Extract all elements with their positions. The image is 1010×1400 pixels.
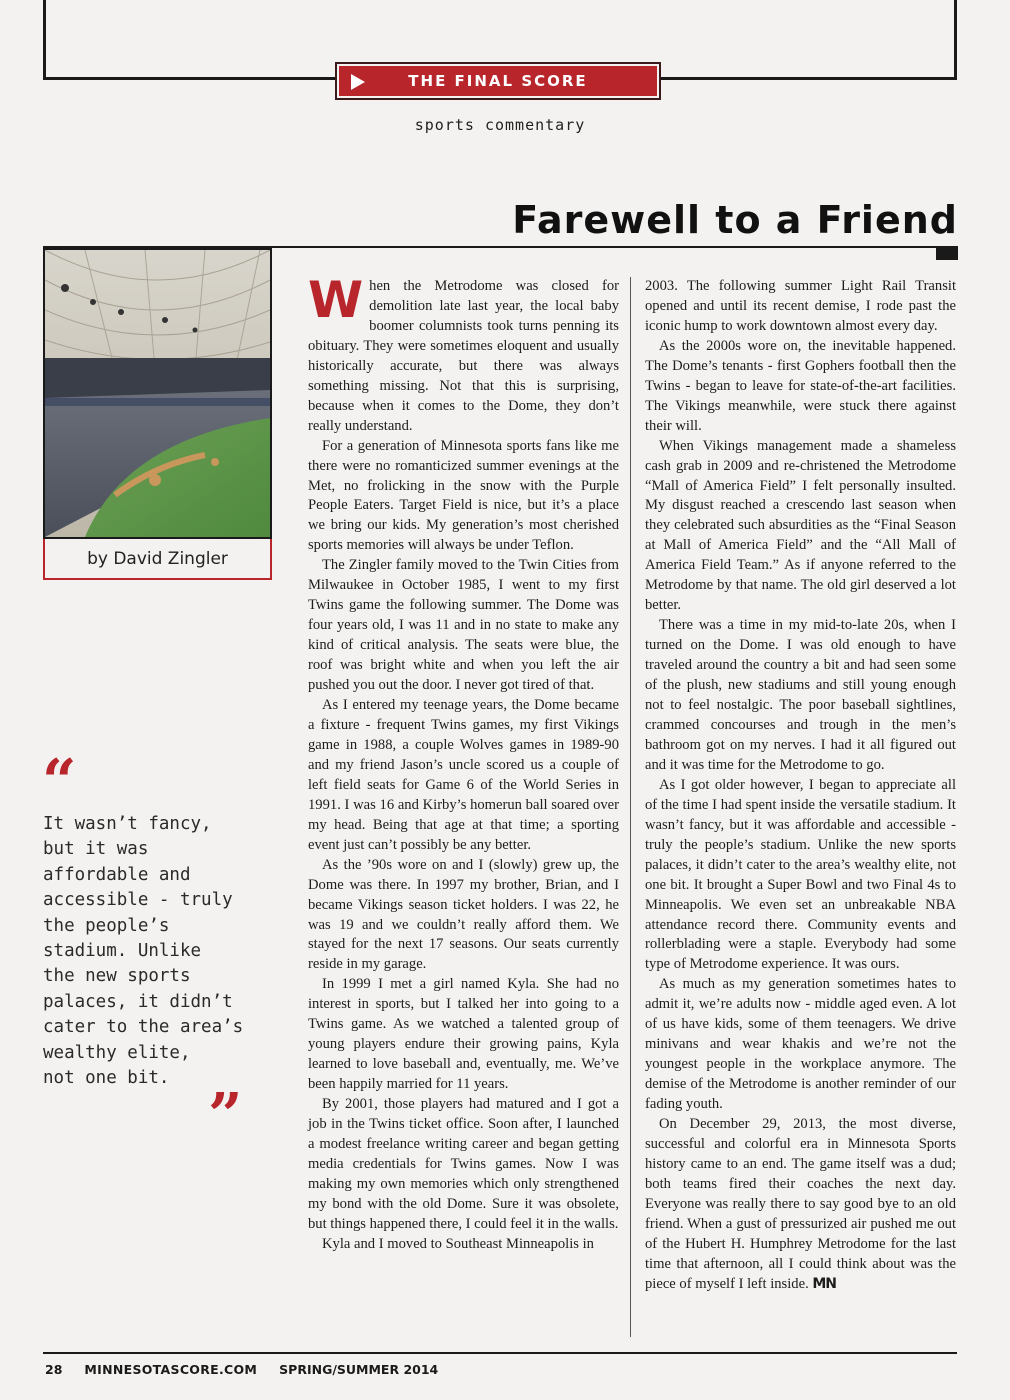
pull-quote-line: the people’s xyxy=(43,915,170,936)
article-paragraph: As the 2000s wore on, the inevitable happened. The Dome’s tenants - first Gophers football then the Twins - began to leave for state-of-the-art facilities. The Vikings meanwhile, were stuck there against their will. xyxy=(645,337,956,434)
paragraph-text: hen the Metrodome was closed for demolition late last year, the local baby boomer columnists took turns penning its obituary. They were sometimes eloquent and usually historically accurate, but there was always something missing. Not that this is surprising, because when it comes to the Dome, they don’t really understand. xyxy=(308,278,619,434)
article-paragraph: For a generation of Minnesota sports fans like me there were no romanticized summer evenings at the Met, no frolicking in the snow with the Purple People Eaters. Target Field is nice, but it’s a place we bring our kids. My generation’s most cherished sports memories will always be under Teflon. xyxy=(308,437,619,554)
pull-quote-line: affordable and xyxy=(43,864,191,885)
headline: Farewell to a Friend xyxy=(512,198,958,242)
pull-quote-line: not one bit. xyxy=(43,1068,170,1089)
article-paragraph: Kyla and I moved to Southeast Minneapolis in xyxy=(322,1235,594,1252)
page-footer xyxy=(45,1362,438,1377)
pull-quote-line: It wasn’t fancy, xyxy=(43,814,212,834)
pull-quote-line: but it was xyxy=(43,839,149,860)
article-paragraph: 2003. The following summer Light Rail Transit opened and until its recent demise, I rode past the iconic hump to work downtown almost every day. xyxy=(645,278,956,334)
section-label: THE FINAL SCORE xyxy=(408,72,588,90)
stadium-photo-icon xyxy=(45,250,270,537)
footer-site: MINNESOTASCORE.COM xyxy=(84,1362,258,1377)
article-column-2 xyxy=(645,277,956,1295)
pull-quote-line: the new sports xyxy=(43,966,191,987)
article-paragraph: In 1999 I met a girl named Kyla. She had no interest in sports, but I talked her into going to a Twins game. As we watched a talented group of young players endure their growing pains, Kyla learned to love baseball and, eventually, me. We’ve been happily married for 11 years. xyxy=(308,976,619,1093)
column-divider xyxy=(630,277,631,1337)
article-paragraph: As I got older however, I began to appreciate all of the time I had spent inside the versatile stadium. It wasn’t fancy, but it was affordable and accessible - truly the people’s stadium. Unlike the new sports palaces, it didn’t cater to the area’s wealthy elite, not one bit. It brought a Super Bowl and two Final 4s to Minneapolis. We even set an unbreakable NBA attendance record there. Community events and rollerblading were a staple. Everybody had some type of Metrodome experience. It was ours. xyxy=(645,776,956,973)
section-subtitle: sports commentary xyxy=(414,116,586,134)
article-paragraph: As much as my generation sometimes hates to admit it, we’re adults now - middle aged even. A lot of us have kids, some of them teenagers. We drive minivans and wear khakis and we’re not the youngest people in the workplace anymore. The demise of the Metrodome is another reminder of our fading youth. xyxy=(645,976,956,1113)
article-paragraph xyxy=(645,1115,956,1295)
article-paragraph: There was a time in my mid-to-late 20s, when I turned on the Dome. I was old enough to have traveled around the country a bit and had seen some of the plush, new stadiums and still young enough not to feel nostalgic. The poor baseball sightlines, crammed concourses and trough in the men’s bathroom got on my nerves. I had it all figured out and it was time for the Metrodome to go. xyxy=(645,617,956,773)
article-paragraph xyxy=(308,271,619,437)
paragraph-text: On December 29, 2013, the most diverse, successful and colorful era in Minnesota Sports history came to an end. The game itself was a dud; both teams fired their coaches the next day. Everyone was really there to say good bye to an old friend. When a gust of pressurized air pushed me out of the Hubert H. Humphrey Metrodome for the last time that afternoon, all I could think about was the piece of myself I left inside. xyxy=(645,1116,956,1292)
article-paragraph: When Vikings management made a shameless cash grab in 2009 and re-christened the Metrodome “Mall of America Field” I felt personally insulted. My disgust reached a crescendo last season when they celebrated such absurdities as the “Final Season at Mall of America Field” and the “All Mall of America Field Team.” As if anyone referred to the Metrodome by that name. The old girl deserved a lot better. xyxy=(645,437,956,614)
quote-close-mark: ” xyxy=(208,1081,243,1151)
bleed-through-text xyxy=(4,290,34,670)
pull-quote-line: cater to the area’s xyxy=(43,1017,244,1038)
pull-quote-line: wealthy elite, xyxy=(43,1042,191,1063)
article-paragraph: By 2001, those players had matured and I got a job in the Twins ticket office. Soon after, I launched a modest freelance writing career and began getting media credentials for Twins games. Now I was making my own memories which only strengthened my bond with the old Dome. Sure it was obsolete, but things happened there, I could feel it in the walls. xyxy=(308,1096,619,1232)
page-number: 28 xyxy=(45,1362,63,1377)
pull-quote xyxy=(43,812,283,1091)
footer-rule xyxy=(43,1352,957,1354)
pull-quote-line: accessible - truly xyxy=(43,890,233,911)
quote-open-mark: “ xyxy=(42,747,77,817)
article-column-1 xyxy=(308,271,619,1255)
play-icon xyxy=(351,74,365,90)
headline-rule-block xyxy=(936,246,958,260)
article-paragraph: As the ’90s wore on and I (slowly) grew up, the Dome was there. In 1997 my brother, Brian, and I became Vikings season ticket holders. I was 22, he was 19 and we couldn’t really afford them. We stayed for the next 17 seasons. Our seats currently reside in my garage. xyxy=(308,856,619,973)
footer-issue: SPRING/SUMMER 2014 xyxy=(279,1362,439,1377)
article-paragraph: The Zingler family moved to the Twin Cities from Milwaukee in October 1985, I went to my first Twins game the following summer. The Dome was four years old, I was 11 and in no state to make any kind of critical analysis. The seats were blue, the roof was bright white and when you left the air pushed you out the door. I never got tired of that. xyxy=(308,557,619,694)
end-mark-icon: MN xyxy=(812,1275,837,1292)
metrodome-photo xyxy=(43,248,272,539)
section-tab xyxy=(335,62,661,100)
byline: by David Zingler xyxy=(43,539,272,580)
pull-quote-line: stadium. Unlike xyxy=(43,941,202,962)
pull-quote-line: palaces, it didn’t xyxy=(43,991,233,1012)
drop-cap: W xyxy=(308,271,364,329)
article-paragraph: As I entered my teenage years, the Dome became a fixture - frequent Twins games, my first Vikings game in 1988, a couple Wolves games in 1989-90 and my friend Jason’s uncle scored us a couple of left field seats for Game 6 of the World Series in 1991. I was 16 and Kirby’s homerun ball soared over my head. Being that age at that time; a sporting event just can’t possibly be any better. xyxy=(308,697,619,853)
